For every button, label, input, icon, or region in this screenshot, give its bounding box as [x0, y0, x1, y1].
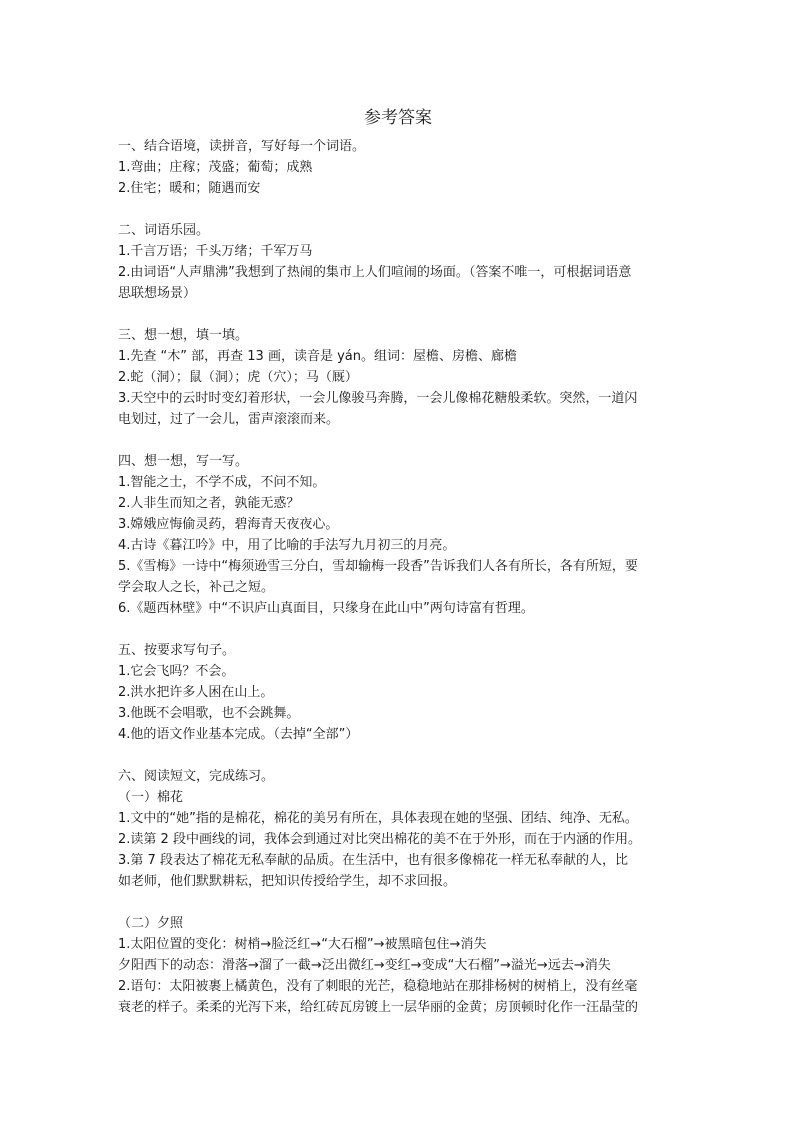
section-spacer [118, 745, 678, 766]
section-2 [118, 220, 678, 304]
answer-line: 2.人非生而知之者，孰能无惑？ [118, 496, 300, 511]
section-heading: 二、词语乐园。 [118, 223, 210, 238]
subsection-heading: （一）棉花 [118, 790, 184, 805]
page-title: 参考答案 [364, 108, 432, 128]
section-3 [118, 325, 678, 430]
section-heading: 四、想一想，写一写。 [118, 454, 249, 469]
answer-line: 1.千言万语；千头万绪；千军万马 [118, 244, 313, 259]
answer-line: 1.弯曲；庄稼；茂盛；葡萄；成熟 [118, 160, 313, 175]
section-spacer [118, 304, 678, 325]
answer-line: 1.太阳位置的变化：树梢→脸泛红→“大石榴”→被黑暗包住→消失 [118, 937, 487, 952]
answer-line: 2.读第 2 段中画线的词，我体会到通过对比突出棉花的美不在于外形，而在于内涵的作用。 [118, 832, 641, 847]
answer-line: 2.住宅；暖和；随遇而安 [118, 181, 261, 196]
section-spacer [118, 199, 678, 220]
answer-line: 1.它会飞吗？不会。 [118, 664, 235, 679]
section-1 [118, 136, 678, 199]
answer-line-continued: 夕阳西下的动态：滑落→溜了一截→泛出微红→变红→变成“大石榴”→溢光→远去→消失 [118, 958, 611, 973]
answer-line-continued: 思联想场景） [118, 286, 197, 301]
answer-line: 2.语句：太阳被裹上橘黄色，没有了刺眼的光芒，稳稳地站在那排杨树的树梢上，没有丝毫 [118, 979, 638, 994]
section-heading: 五、按要求写句子。 [118, 643, 236, 658]
section-spacer [118, 892, 678, 913]
answer-line: 2.由词语“人声鼎沸”我想到了热闹的集市上人们喧闹的场面。（答案不唯一，可根据词语意 [118, 265, 632, 280]
answer-line: 4.古诗《暮江吟》中，用了比喻的手法写九月初三的月亮。 [118, 538, 456, 553]
section-heading: 一、结合语境，读拼音，写好每一个词语。 [118, 139, 366, 154]
section-4 [118, 451, 678, 619]
answer-line: 6.《题西林壁》中“不识庐山真面目，只缘身在此山中”两句诗富有哲理。 [118, 601, 534, 616]
answer-key-page [118, 104, 678, 1018]
answer-line: 4.他的语文作业基本完成。（去掉“全部”） [118, 727, 359, 742]
answer-line: 1.智能之士，不学不成，不问不知。 [118, 475, 326, 490]
section-6 [118, 766, 678, 1018]
section-heading: 六、阅读短文，完成练习。 [118, 769, 275, 784]
answer-line: 2.洪水把许多人困在山上。 [118, 685, 274, 700]
answer-line: 1.文中的“她”指的是棉花，棉花的美另有所在，具体表现在她的坚强、团结、纯净、无私。 [118, 811, 638, 826]
answer-line: 5.《雪梅》一诗中“梅须逊雪三分白，雪却输梅一段香”告诉我们人各有所长，各有所短，要 [118, 559, 638, 574]
answer-line: 2.蛇（洞）；鼠（洞）；虎（穴）；马（厩） [118, 370, 358, 385]
answer-line: 1.先查 “木” 部，再查 13 画，读音是 yán。组词：屋檐、房檐、廊檐 [118, 349, 517, 364]
answer-line-continued: 电划过，过了一会儿，雷声滚滚而来。 [118, 412, 340, 427]
section-spacer [118, 619, 678, 640]
section-heading: 三、想一想，填一填。 [118, 328, 249, 343]
section-5 [118, 640, 678, 745]
answer-line: 3.天空中的云时时变幻着形状，一会儿像骏马奔腾，一会儿像棉花糖般柔软。突然，一道闪 [118, 391, 638, 406]
answer-line-continued: 衰老的样子。柔柔的光泻下来，给红砖瓦房镀上一层华丽的金黄；房顶顿时化作一汪晶莹的 [118, 1000, 639, 1015]
answer-line: 3.嫦娥应悔偷灵药，碧海青天夜夜心。 [118, 517, 339, 532]
answer-line-continued: 学会取人之长，补己之短。 [118, 580, 275, 595]
subsection-heading: （二）夕照 [118, 916, 184, 931]
answer-line-continued: 如老师，他们默默耕耘，把知识传授给学生，却不求回报。 [118, 874, 457, 889]
section-spacer [118, 430, 678, 451]
answer-line: 3.他既不会唱歌，也不会跳舞。 [118, 706, 300, 721]
answer-line: 3.第 7 段表达了棉花无私奉献的品质。在生活中，也有很多像棉花一样无私奉献的人，比 [118, 853, 628, 868]
